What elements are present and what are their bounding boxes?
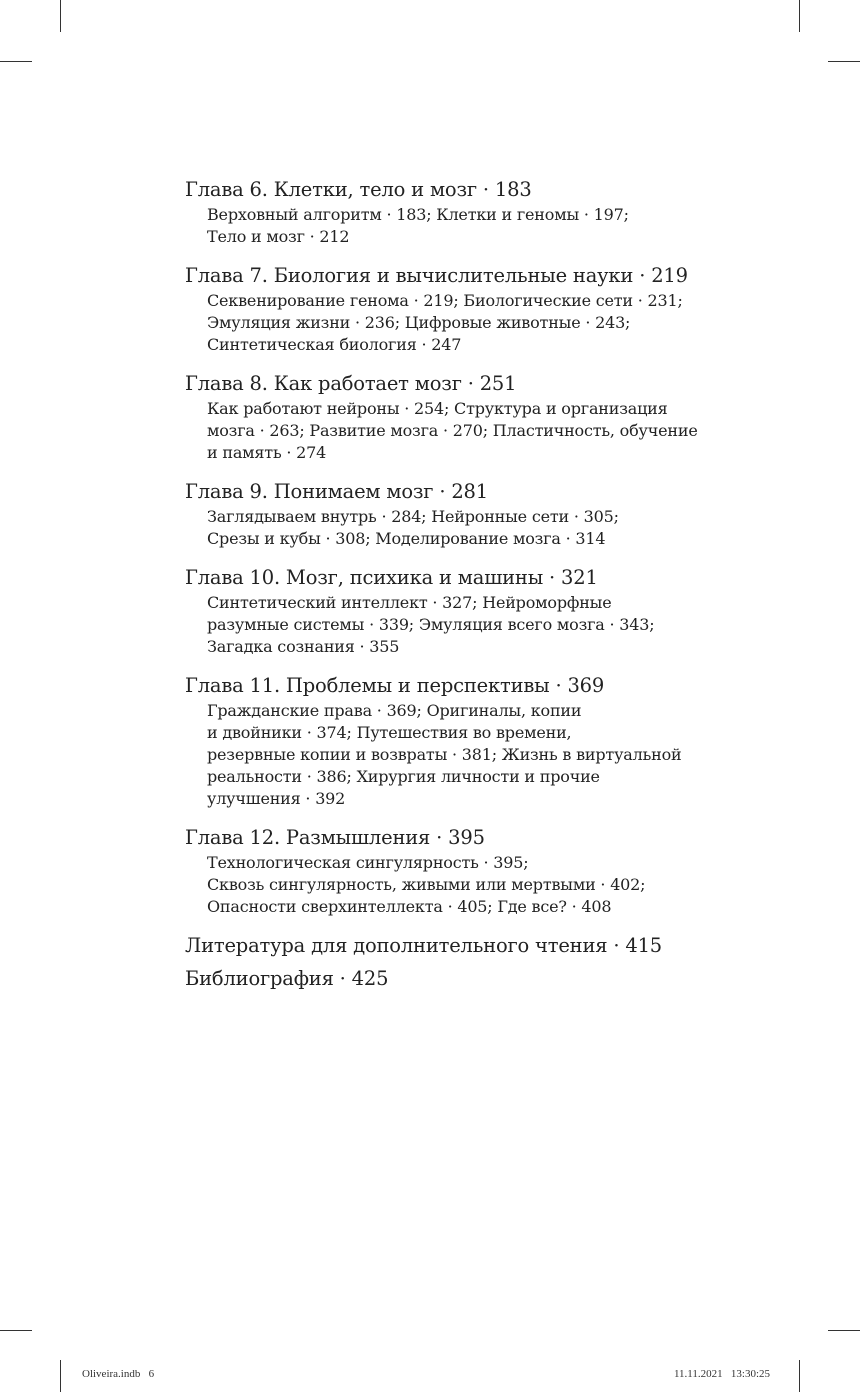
section-line[interactable]: Синтетическая биология · 247 (207, 335, 462, 354)
footer-file-label: Oliveira.indb 6 (82, 1368, 155, 1380)
chapter-title[interactable]: Глава 11. Проблемы и перспективы · 369 (185, 674, 605, 697)
chapter-title[interactable]: Глава 6. Клетки, тело и мозг · 183 (185, 178, 532, 201)
toc-chapter (185, 370, 745, 464)
toc-extra-entry[interactable]: Библиография · 425 (185, 967, 389, 990)
chapter-sections (207, 592, 745, 658)
toc-chapter (185, 564, 745, 658)
section-line[interactable]: Как работают нейроны · 254; Структура и организация (207, 399, 668, 418)
section-line[interactable]: реальности · 386; Хирургия личности и прочие (207, 767, 600, 786)
section-line[interactable]: Срезы и кубы · 308; Моделирование мозга · 314 (207, 529, 606, 548)
toc-chapter (185, 824, 745, 918)
crop-mark-bottom-left (60, 1360, 61, 1392)
section-line[interactable]: резервные копии и возвраты · 381; Жизнь в виртуальной (207, 745, 682, 764)
chapter-sections (207, 204, 745, 248)
section-line[interactable]: Гражданские права · 369; Оригиналы, копии (207, 701, 582, 720)
chapter-sections (207, 852, 745, 918)
chapter-title[interactable]: Глава 8. Как работает мозг · 251 (185, 372, 517, 395)
toc-chapter (185, 176, 745, 248)
section-line[interactable]: мозга · 263; Развитие мозга · 270; Пластичность, обучение (207, 421, 698, 440)
section-line[interactable]: и память · 274 (207, 443, 327, 462)
footer-timestamp: 11.11.2021 13:30:25 (673, 1368, 770, 1380)
section-line[interactable]: Секвенирование генома · 219; Биологические сети · 231; (207, 291, 683, 310)
section-line[interactable]: Синтетический интеллект · 327; Нейроморфные (207, 593, 612, 612)
crop-mark-right-bottom (828, 1330, 860, 1331)
chapter-title[interactable]: Глава 12. Размышления · 395 (185, 826, 485, 849)
crop-mark-right-top (828, 61, 860, 62)
toc-chapter (185, 672, 745, 810)
section-line[interactable]: Тело и мозг · 212 (207, 227, 350, 246)
chapter-title[interactable]: Глава 10. Мозг, психика и машины · 321 (185, 566, 598, 589)
section-line[interactable]: улучшения · 392 (207, 789, 346, 808)
section-line[interactable]: и двойники · 374; Путешествия во времени, (207, 723, 572, 742)
table-of-contents (185, 176, 745, 998)
section-line[interactable]: Технологическая сингулярность · 395; (207, 853, 529, 872)
section-line[interactable]: Верховный алгоритм · 183; Клетки и геномы · 197; (207, 205, 629, 224)
crop-mark-left-bottom (0, 1330, 32, 1331)
crop-mark-top-left (60, 0, 61, 32)
section-line[interactable]: Загадка сознания · 355 (207, 637, 400, 656)
chapter-sections (207, 290, 745, 356)
chapter-sections (207, 506, 745, 550)
chapter-title[interactable]: Глава 7. Биология и вычислительные науки · 219 (185, 264, 688, 287)
toc-chapter (185, 478, 745, 550)
section-line[interactable]: разумные системы · 339; Эмуляция всего мозга · 343; (207, 615, 655, 634)
chapter-title[interactable]: Глава 9. Понимаем мозг · 281 (185, 480, 488, 503)
section-line[interactable]: Опасности сверхинтеллекта · 405; Где все? · 408 (207, 897, 612, 916)
crop-mark-bottom-right (799, 1360, 800, 1392)
section-line[interactable]: Эмуляция жизни · 236; Цифровые животные · 243; (207, 313, 631, 332)
chapter-sections (207, 398, 745, 464)
toc-chapter (185, 262, 745, 356)
section-line[interactable]: Сквозь сингулярность, живыми или мертвыми · 402; (207, 875, 646, 894)
toc-extra-entry[interactable]: Литература для дополнительного чтения · 415 (185, 934, 662, 957)
crop-mark-top-right (799, 0, 800, 32)
crop-mark-left-top (0, 61, 32, 62)
section-line[interactable]: Заглядываем внутрь · 284; Нейронные сети · 305; (207, 507, 619, 526)
chapter-sections (207, 700, 745, 810)
